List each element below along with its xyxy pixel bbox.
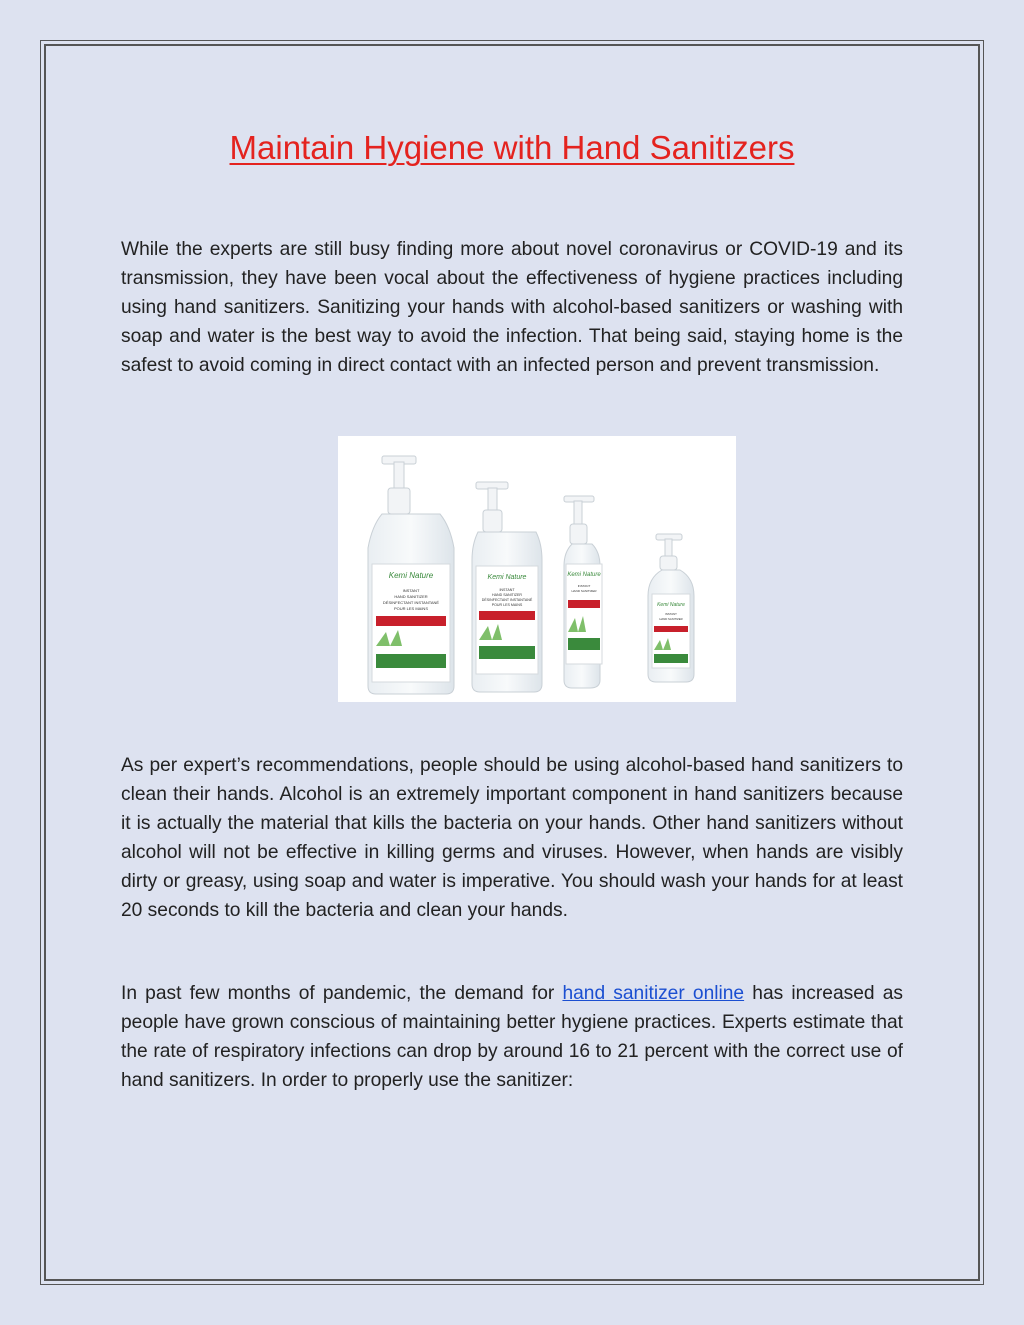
bottle-medium-brand: Kemi Nature bbox=[567, 572, 601, 578]
bottle-large bbox=[368, 456, 454, 694]
sanitizer-bottles-image bbox=[338, 436, 736, 702]
page-title-text: Maintain Hygiene with Hand Sanitizers bbox=[229, 129, 795, 166]
bottle-small-brand: Kemi Nature bbox=[657, 602, 685, 608]
bottle-medium-large-line1: INSTANT bbox=[499, 588, 515, 592]
demand-text-start: In past few months of pandemic, the demand for bbox=[121, 983, 563, 1004]
page-title bbox=[0, 128, 1024, 168]
bottle-medium-large-line4: POUR LES MAINS bbox=[491, 603, 523, 607]
bottle-large-line2: HAND SANITIZER bbox=[394, 594, 428, 599]
demand-paragraph bbox=[121, 979, 903, 1095]
bottle-medium bbox=[564, 496, 602, 688]
recommendations-paragraph: As per expert’s recommendations, people should be using alcohol-based hand sanitizers to clean their hands. Alcohol is an extremely important component in hand sanitizers because it is actually the material that kills the bacteria on your hands. Other hand sanitizers without alcohol will not be effective in killing germs and viruses. However, when hands are visibly dirty or greasy, using soap and water is imperative. You should wash your hands for at least 20 seconds to kill the bacteria and clean your hands. bbox=[121, 755, 903, 921]
demand-text-end: has increased as people have grown conscious of maintaining better hygiene practices. Experts estimate that the rate of respiratory infections can drop by around 16 to 21 percent with the correct use of hand sanitizers. In order to properly use the sanitizer: bbox=[121, 983, 903, 1091]
bottle-medium-large bbox=[472, 482, 542, 692]
bottle-medium-large-brand: Kemi Nature bbox=[487, 574, 527, 581]
bottle-large-line4: POUR LES MAINS bbox=[393, 606, 429, 611]
bottle-medium-line1: INSTANT bbox=[577, 584, 591, 588]
sanitizer-bottles-illustration bbox=[338, 436, 736, 702]
bottle-small-line2: HAND SANITIZER bbox=[659, 617, 683, 621]
bottle-large-brand: Kemi Nature bbox=[388, 571, 434, 580]
hand-sanitizer-online-link[interactable]: hand sanitizer online bbox=[562, 983, 745, 1004]
bottle-large-line3: DÉSINFECTANT INSTANTANÉ bbox=[382, 600, 440, 605]
bottle-medium-large-line3: DÉSINFECTANT INSTANTANÉ bbox=[481, 598, 533, 602]
intro-paragraph: While the experts are still busy finding more about novel coronavirus or COVID-19 and its transmission, they have been vocal about the effectiveness of hygiene practices including using hand sanitizers. Sanitizing your hands with alcohol-based sanitizers or washing with soap and water is the best way to avoid the infection. That being said, staying home is the safest to avoid coming in direct contact with an infected person and prevent transmission. bbox=[121, 239, 903, 376]
bottle-small bbox=[648, 534, 694, 682]
bottle-medium-large-line2: HAND SANITIZER bbox=[492, 593, 522, 597]
bottle-medium-line2: HAND SANITIZER bbox=[571, 589, 597, 593]
bottle-small-line1: INSTANT bbox=[665, 612, 677, 616]
bottle-large-line1: INSTANT bbox=[402, 588, 420, 593]
